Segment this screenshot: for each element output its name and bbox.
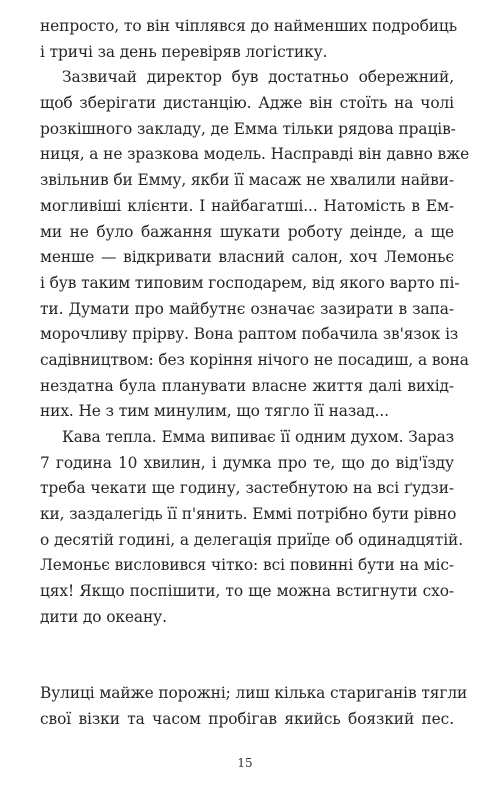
- text-line: дити до океану.: [40, 607, 167, 626]
- text-line: могливіші клієнти. І найбагатші... Натомість в Ем-: [40, 196, 454, 215]
- text-line: Вулиці майже порожні; лиш кілька стариганів тягли: [40, 684, 468, 702]
- text-line: і тричі за день перевіряв логістику.: [40, 42, 328, 61]
- text-line: о десятій годині, а делегація приїде об одинадцятій.: [40, 530, 463, 549]
- text-line: треба чекати ще годину, застебнутою на всі ґудзи-: [40, 479, 454, 498]
- text-line: 7 година 10 хвилин, і думка про те, що до від'їзду: [40, 453, 454, 472]
- text-line: розкішного закладу, де Емма тільки рядова праців-: [40, 119, 456, 138]
- text-line: свої візки та часом пробігав якийсь боязкий пес.: [40, 709, 454, 728]
- page-number: 15: [237, 756, 253, 770]
- text-line: звільнив би Емму, якби її масаж не хвалили найви-: [40, 171, 454, 190]
- text-line: ниця, а не зразкова модель. Насправді він давно вже: [40, 145, 470, 164]
- text-line: Лемоньє висловився чітко: всі повинні бути на міс-: [40, 556, 454, 575]
- text-line: менше — відкривати власний салон, хоч Лемоньє: [40, 248, 454, 267]
- text-line: ми не було бажання шукати роботу деінде, а ще: [40, 222, 454, 241]
- text-line: непросто, то він чіплявся до найменших подробиць: [40, 17, 457, 35]
- text-line: них. Не з тим минулим, що тягло її назад...: [40, 402, 389, 421]
- section-text-block: [40, 681, 468, 732]
- text-line: і був таким типовим господарем, від якого варто пі-: [40, 273, 460, 292]
- text-line: Зазвичай директор був достатньо обережний,: [62, 68, 454, 87]
- text-line: нездатна була планувати власне життя далі вихід-: [40, 376, 454, 395]
- text-line: щоб зберігати дистанцію. Адже він стоїть на чолі: [40, 94, 454, 113]
- main-text-block: [40, 14, 470, 631]
- text-line: Кава тепла. Емма випиває її одним духом. Зараз: [62, 428, 454, 446]
- text-line: ти. Думати про майбутнє означає зазирати в запа-: [40, 299, 454, 318]
- text-line: морочливу прірву. Вона раптом побачила зв'язок із: [40, 325, 459, 344]
- text-line: ки, заздалегідь її п'янить. Еммі потрібно бути рівно: [40, 505, 457, 524]
- text-line: цях! Якщо поспішити, то ще можна встигнути схо-: [40, 582, 454, 601]
- text-line: садівництвом: без коріння нічого не посадиш, а вона: [40, 350, 469, 369]
